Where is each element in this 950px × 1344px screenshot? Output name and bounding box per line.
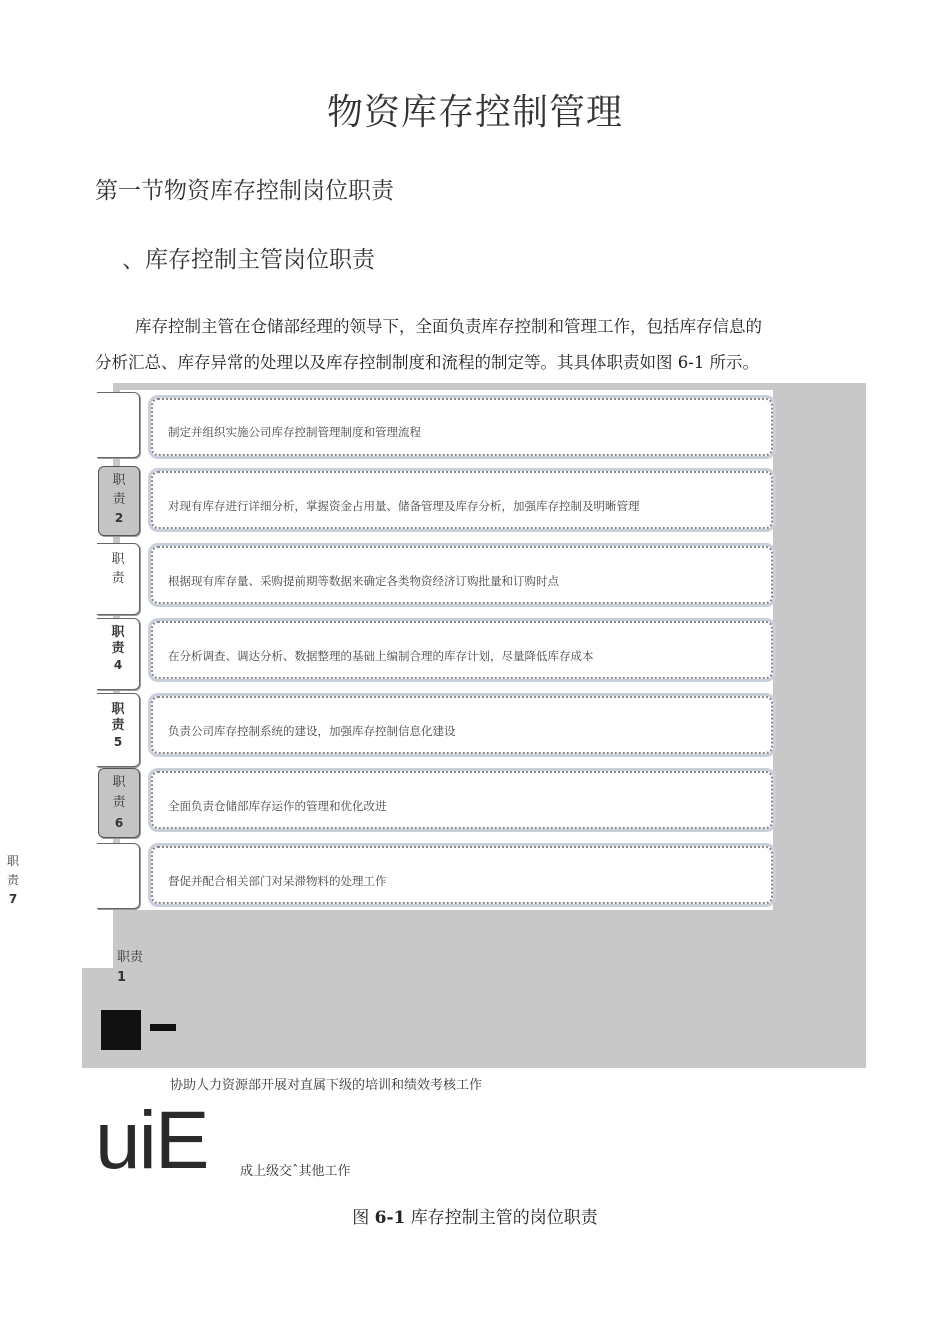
duty-tab-6 [98, 768, 140, 838]
duty-tab-5-word: 职责 [111, 702, 125, 733]
caption-number: 6-1 [374, 1208, 406, 1228]
duty-tab-4 [97, 618, 140, 690]
large-glyph-artifact: uiE [95, 1095, 208, 1186]
duty-label-1-number: 1 [117, 970, 127, 985]
duty-label-1 [117, 948, 143, 988]
intro-paragraph-line-2: 分析汇总、库存异常的处理以及库存控制制度和流程的制定等。其具体职责如图 6-1 所示。 [95, 353, 760, 372]
duty-text-1: 制定并组织实施公司库存控制管理制度和管理流程 [168, 425, 421, 439]
duty-tab-4-word: 职责 [111, 625, 125, 656]
duty-label-7-word: 职责 [6, 854, 19, 887]
duty-text-8: 协助人力资源部开展对直属下级的培训和绩效考核工作 [170, 1078, 483, 1093]
duty-text-9: 成上级交ˆ其他工作 [240, 1164, 351, 1179]
duty-text-6: 全面负责仓储部库存运作的管理和优化改进 [168, 799, 387, 813]
duty-text-2: 对现有库存进行详细分析，掌握资金占用量、储备管理及库存分析，加强库存控制及明晰管理 [168, 499, 640, 513]
figure-background-lower [82, 968, 866, 1068]
duty-tab-3-word: 职责 [111, 552, 125, 586]
duty-text-3: 根据现有库存量、采购提前期等数据来确定各类物资经济订购批量和订购时点 [168, 574, 559, 588]
duty-tab-6-word: 职责 [112, 775, 126, 810]
intro-paragraph-line-1: 库存控制主管在仓储部经理的领导下，全面负责库存控制和管理工作，包括库存信息的 [135, 317, 762, 336]
caption-prefix: 图 [352, 1208, 375, 1228]
duty-tab-4-number: 4 [113, 658, 123, 672]
caption-text: 库存控制主管的岗位职责 [405, 1208, 598, 1228]
duty-label-7-number: 7 [8, 892, 18, 906]
duty-tab-6-number: 6 [114, 816, 124, 830]
duty-tab-2 [98, 466, 140, 536]
duty-tab-3 [97, 543, 140, 615]
duty-tab-1 [97, 392, 140, 458]
dash-mark [150, 1024, 176, 1031]
duty-tab-5-number: 5 [113, 735, 123, 749]
duty-label-1-word: 职责 [117, 950, 144, 965]
sub-heading: 、库存控制主管岗位职责 [122, 247, 375, 273]
duty-text-7: 督促并配合相关部门对呆滞物料的处理工作 [168, 874, 387, 888]
document-title: 物资库存控制管理 [326, 92, 623, 133]
duty-text-4: 在分析调查、调达分析、数据整理的基础上编制合理的库存计划，尽量降低库存成本 [168, 649, 594, 663]
figure-caption [0, 1203, 950, 1228]
duty-tab-7 [97, 843, 140, 909]
duty-tab-5 [97, 693, 140, 767]
duty-tab-2-word: 职责 [112, 473, 126, 507]
duty-text-5: 负责公司库存控制系统的建设，加强库存控制信息化建设 [168, 724, 456, 738]
duty-label-7 [6, 852, 20, 909]
black-square-mark [101, 1010, 141, 1050]
duty-tab-2-number: 2 [114, 511, 124, 525]
section-heading: 第一节物资库存控制岗位职责 [95, 178, 394, 204]
